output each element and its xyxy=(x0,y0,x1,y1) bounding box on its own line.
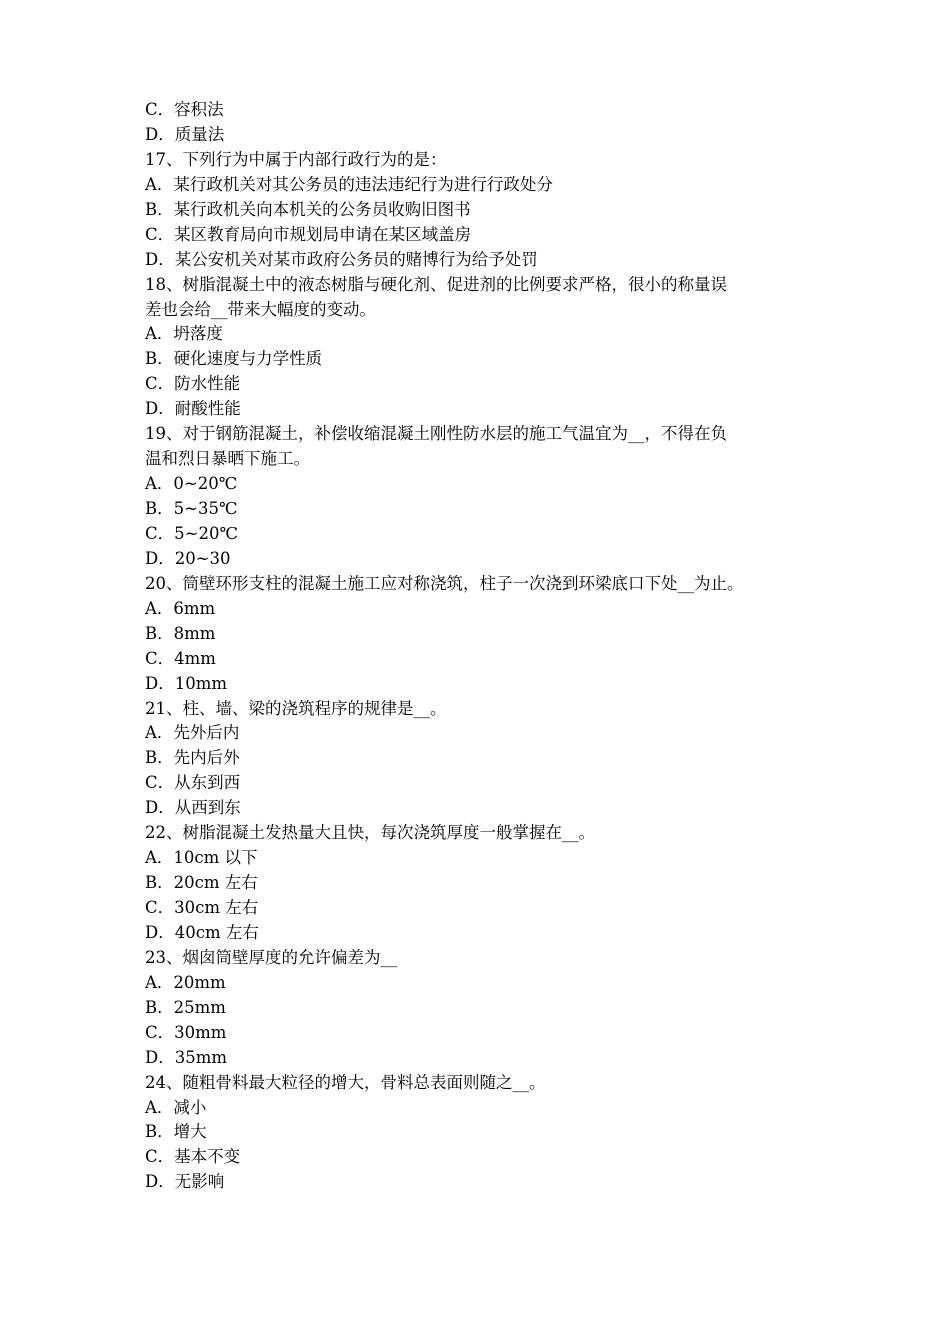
q19-option-c: C．5~20℃ xyxy=(145,523,238,543)
question-19-line-1: 19、对于钢筋混凝土，补偿收缩混凝土刚性防水层的施工气温宜为__，不得在负 xyxy=(145,424,727,444)
q17-option-c: C．某区教育局向市规划局申请在某区域盖房 xyxy=(145,224,472,244)
q22-option-d: D．40cm 左右 xyxy=(145,922,259,942)
question-18-line-2: 差也会给__带来大幅度的变动。 xyxy=(145,299,376,319)
question-21: 21、柱、墙、梁的浇筑程序的规律是__。 xyxy=(145,698,447,718)
q23-option-d: D．35mm xyxy=(145,1047,228,1067)
q21-option-d: D．从西到东 xyxy=(145,798,241,818)
q24-option-a: A．减小 xyxy=(145,1097,207,1117)
q20-option-d: D．10mm xyxy=(145,673,228,693)
q22-option-b: B．20cm 左右 xyxy=(145,873,258,893)
q23-option-b: B．25mm xyxy=(145,997,226,1017)
q20-option-b: B．8mm xyxy=(145,623,216,643)
q20-option-c: C．4mm xyxy=(145,648,216,668)
question-23: 23、烟囱筒壁厚度的允许偏差为__ xyxy=(145,947,397,967)
q22-option-c: C．30cm 左右 xyxy=(145,898,259,917)
q20-option-a: A．6mm xyxy=(145,598,216,618)
q18-option-a: A．坍落度 xyxy=(145,324,223,344)
question-20: 20、筒壁环形支柱的混凝土施工应对称浇筑，柱子一次浇到环梁底口下处__为止。 xyxy=(145,573,744,593)
question-24: 24、随粗骨料最大粒径的增大，骨料总表面则随之__。 xyxy=(145,1072,546,1092)
q24-option-d: D．无影响 xyxy=(145,1172,225,1192)
q23-option-a: A．20mm xyxy=(145,972,226,992)
question-18-line-1: 18、树脂混凝土中的液态树脂与硬化剂、促进剂的比例要求严格，很小的称量误 xyxy=(145,274,727,294)
option-c-prev: C．容积法 xyxy=(145,100,224,119)
q18-option-c: C．防水性能 xyxy=(145,374,241,394)
q21-option-a: A．先外后内 xyxy=(145,723,240,743)
q24-option-b: B．增大 xyxy=(145,1122,207,1142)
q18-option-d: D．耐酸性能 xyxy=(145,399,241,419)
q19-option-a: A．0~20℃ xyxy=(145,474,238,494)
q24-option-c: C．基本不变 xyxy=(145,1147,241,1167)
q17-option-a: A．某行政机关对其公务员的违法违纪行为进行行政处分 xyxy=(145,174,553,194)
q23-option-c: C．30mm xyxy=(145,1022,227,1042)
q21-option-b: B．先内后外 xyxy=(145,748,240,768)
q22-option-a: A．10cm 以下 xyxy=(145,848,258,868)
q17-option-b: B．某行政机关向本机关的公务员收购旧图书 xyxy=(145,199,471,219)
option-d-prev: D．质量法 xyxy=(145,124,225,144)
question-22: 22、树脂混凝土发热量大且快，每次浇筑厚度一般掌握在__。 xyxy=(145,823,595,843)
question-17: 17、下列行为中属于内部行政行为的是： xyxy=(145,149,447,169)
question-19-line-2: 温和烈日暴晒下施工。 xyxy=(145,449,310,469)
q17-option-d: D．某公安机关对某市政府公务员的赌博行为给予处罚 xyxy=(145,249,538,269)
document-body xyxy=(145,98,815,1195)
q19-option-b: B．5~35℃ xyxy=(145,499,238,518)
q21-option-c: C．从东到西 xyxy=(145,773,241,793)
q18-option-b: B．硬化速度与力学性质 xyxy=(145,349,323,369)
q19-option-d: D．20~30 xyxy=(145,548,231,568)
